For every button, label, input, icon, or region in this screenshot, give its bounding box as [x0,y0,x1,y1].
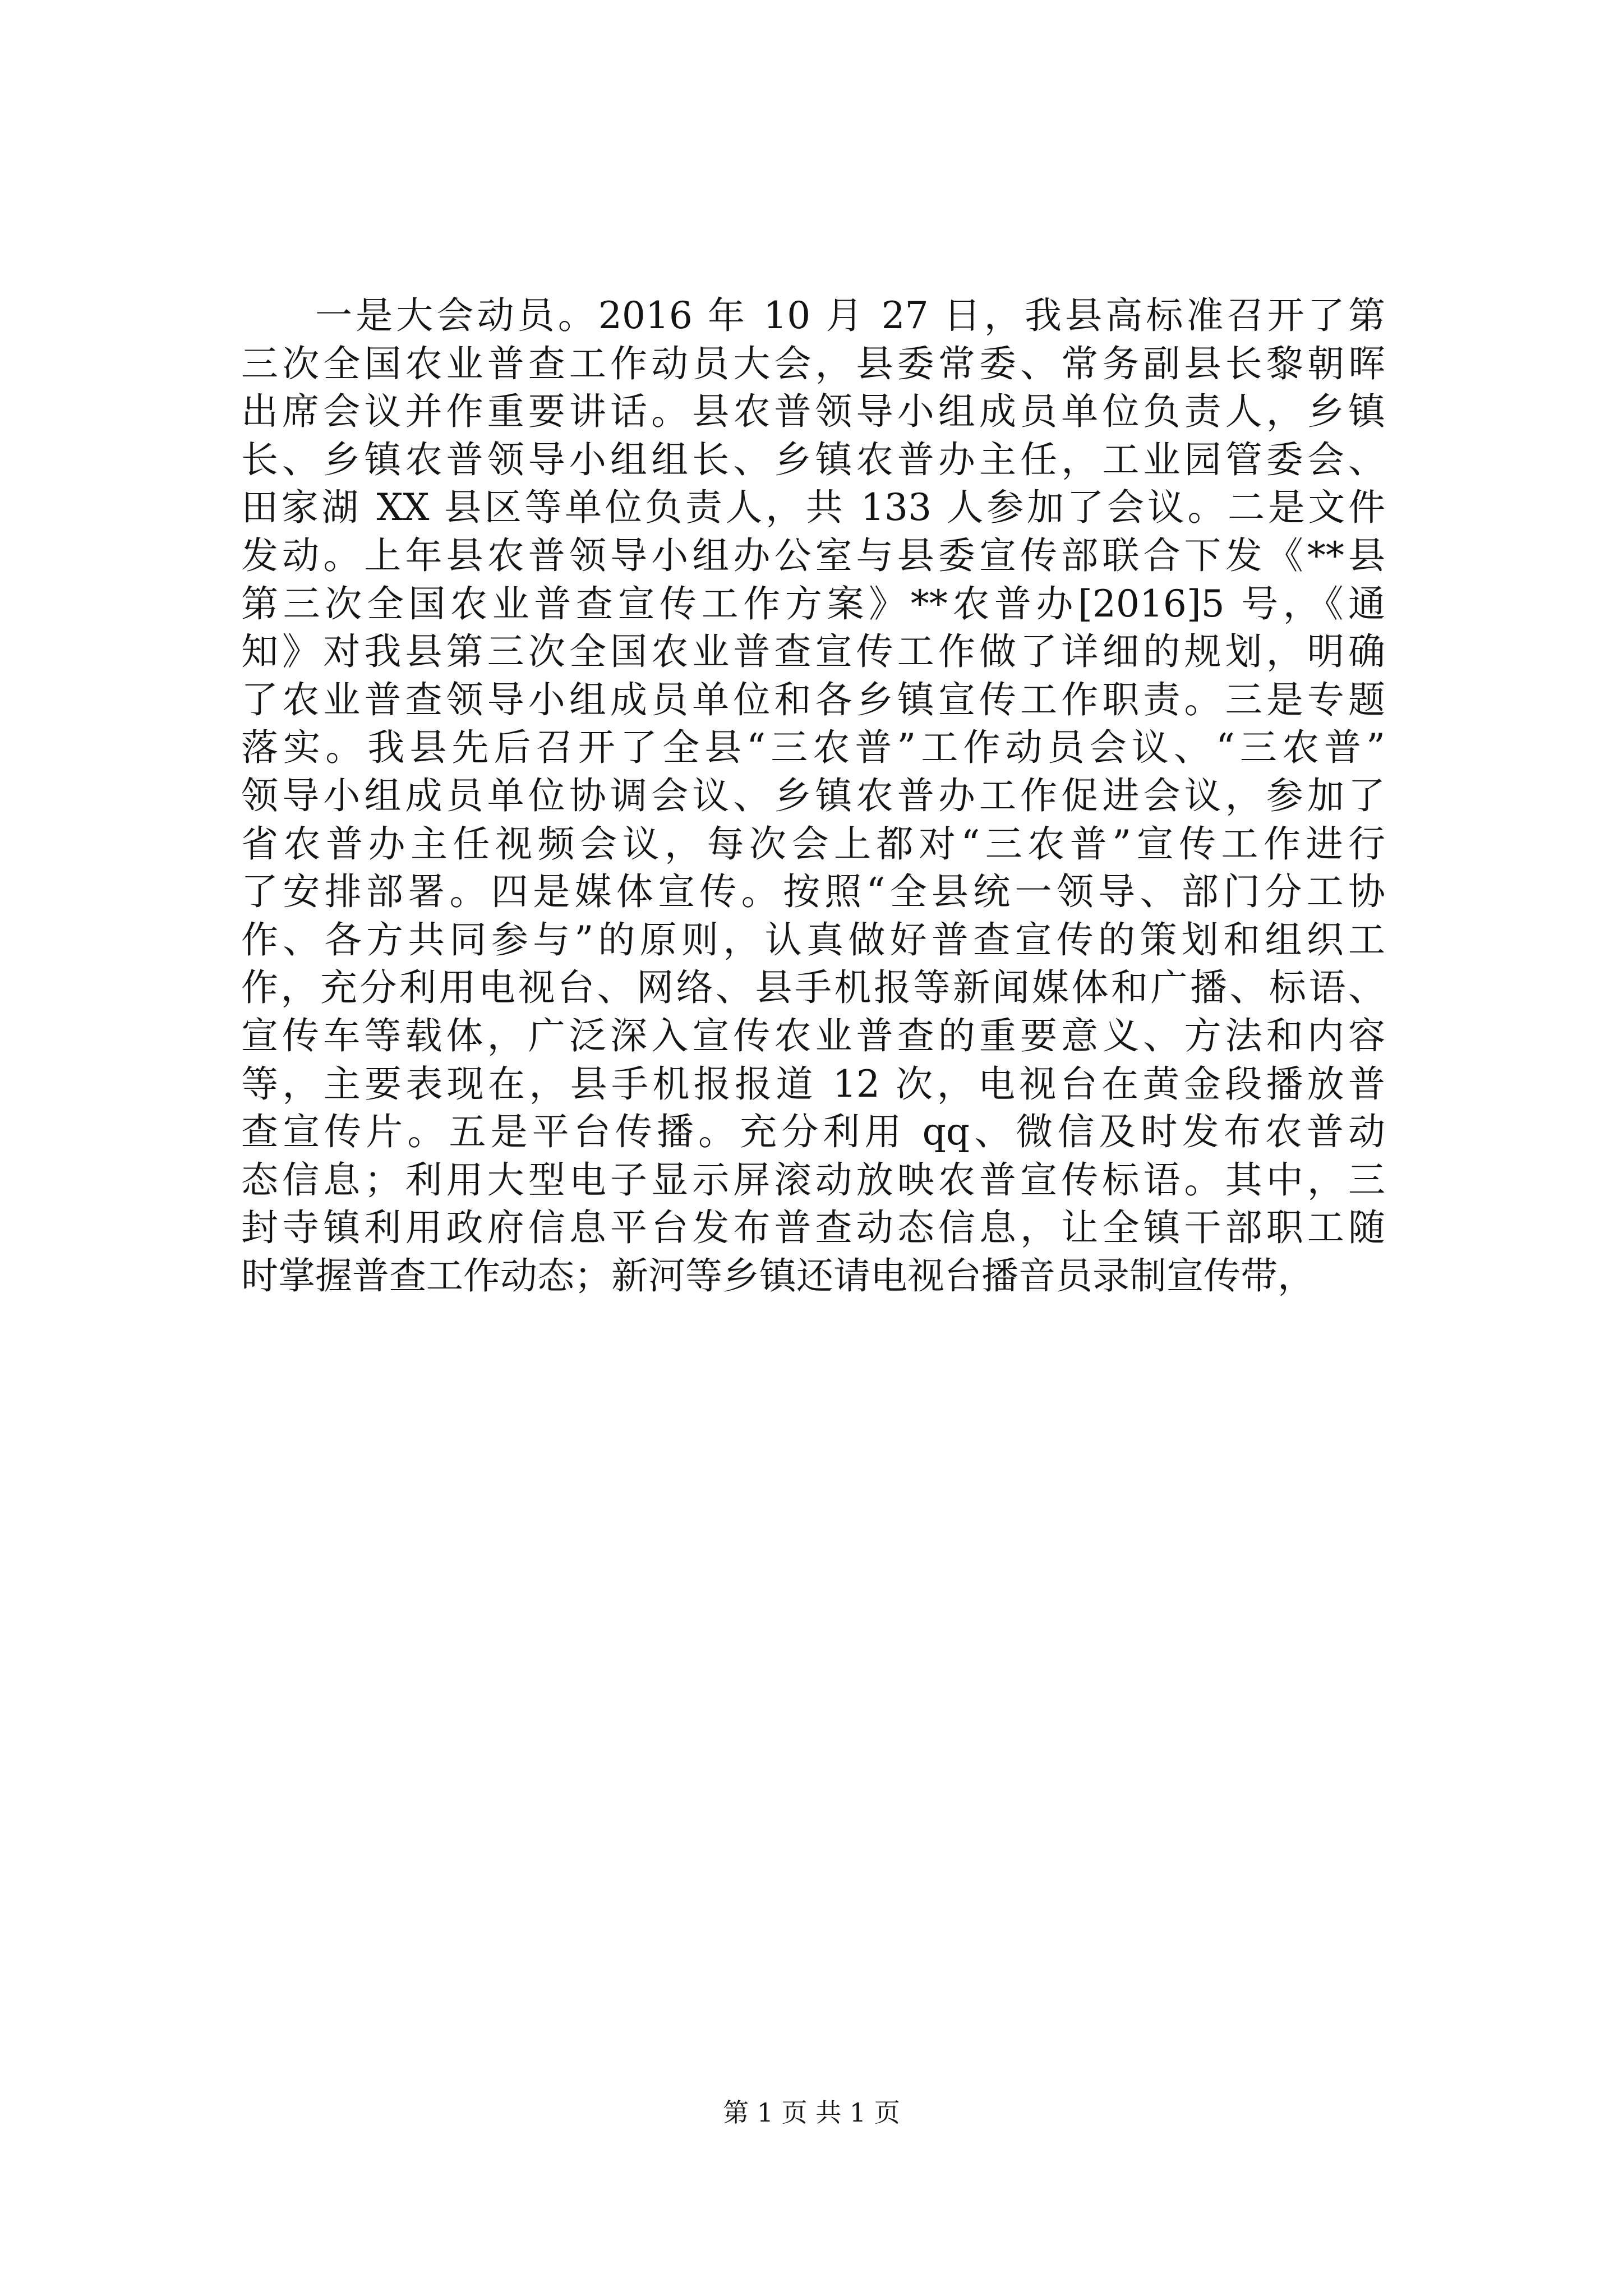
paragraph-line: 宣传车等载体，广泛深入宣传农业普查的重要意义、方法和内容 [241,1014,1385,1057]
paragraph-line: 时掌握普查工作动态；新河等乡镇还请电视台播音员录制宣传带， [241,1254,1315,1297]
paragraph-line: 出席会议并作重要讲话。县农普领导小组成员单位负责人，乡镇 [241,390,1385,434]
body-paragraph [241,292,1385,1300]
paragraph-line: 三次全国农业普查工作动员大会，县委常委、常务副县长黎朝晖 [241,342,1385,385]
paragraph-line: 作、各方共同参与”的原则，认真做好普查宣传的策划和组织工 [241,918,1385,961]
paragraph-line: 发动。上年县农普领导小组办公室与县委宣传部联合下发《**县 [241,533,1385,577]
paragraph-line: 领导小组成员单位协调会议、乡镇农普办工作促进会议，参加了 [241,774,1385,817]
paragraph-line: 封寺镇利用政府信息平台发布普查动态信息，让全镇干部职工随 [241,1206,1385,1250]
page-number-footer: 第 1 页 共 1 页 [723,2097,900,2128]
paragraph-line: 长、乡镇农普领导小组组长、乡镇农普办主任，工业园管委会、 [241,438,1385,481]
paragraph-line: 知》对我县第三次全国农业普查宣传工作做了详细的规划，明确 [241,630,1385,674]
paragraph-line: 了农业普查领导小组成员单位和各乡镇宣传工作职责。三是专题 [241,678,1385,721]
paragraph-line: 等，主要表现在，县手机报报道 12 次，电视台在黄金段播放普 [241,1062,1385,1106]
paragraph-line: 态信息；利用大型电子显示屏滚动放映农普宣传标语。其中，三 [241,1158,1385,1202]
paragraph-line: 田家湖 XX 县区等单位负责人，共 133 人参加了会议。二是文件 [241,486,1385,530]
paragraph-line: 一是大会动员。2016 年 10 月 27 日，我县高标准召开了第 [315,294,1385,337]
paragraph-line: 查宣传片。五是平台传播。充分利用 qq、微信及时发布农普动 [241,1110,1385,1154]
paragraph-line: 作，充分利用电视台、网络、县手机报等新闻媒体和广播、标语、 [241,966,1385,1010]
paragraph-line: 落实。我县先后召开了全县“三农普”工作动员会议、“三农普” [241,726,1385,770]
paragraph-line: 了安排部署。四是媒体宣传。按照“全县统一领导、部门分工协 [241,870,1385,914]
paragraph-line: 省农普办主任视频会议，每次会上都对“三农普”宣传工作进行 [241,822,1385,866]
paragraph-line: 第三次全国农业普查宣传工作方案》**农普办[2016]5 号，《通 [241,582,1385,625]
